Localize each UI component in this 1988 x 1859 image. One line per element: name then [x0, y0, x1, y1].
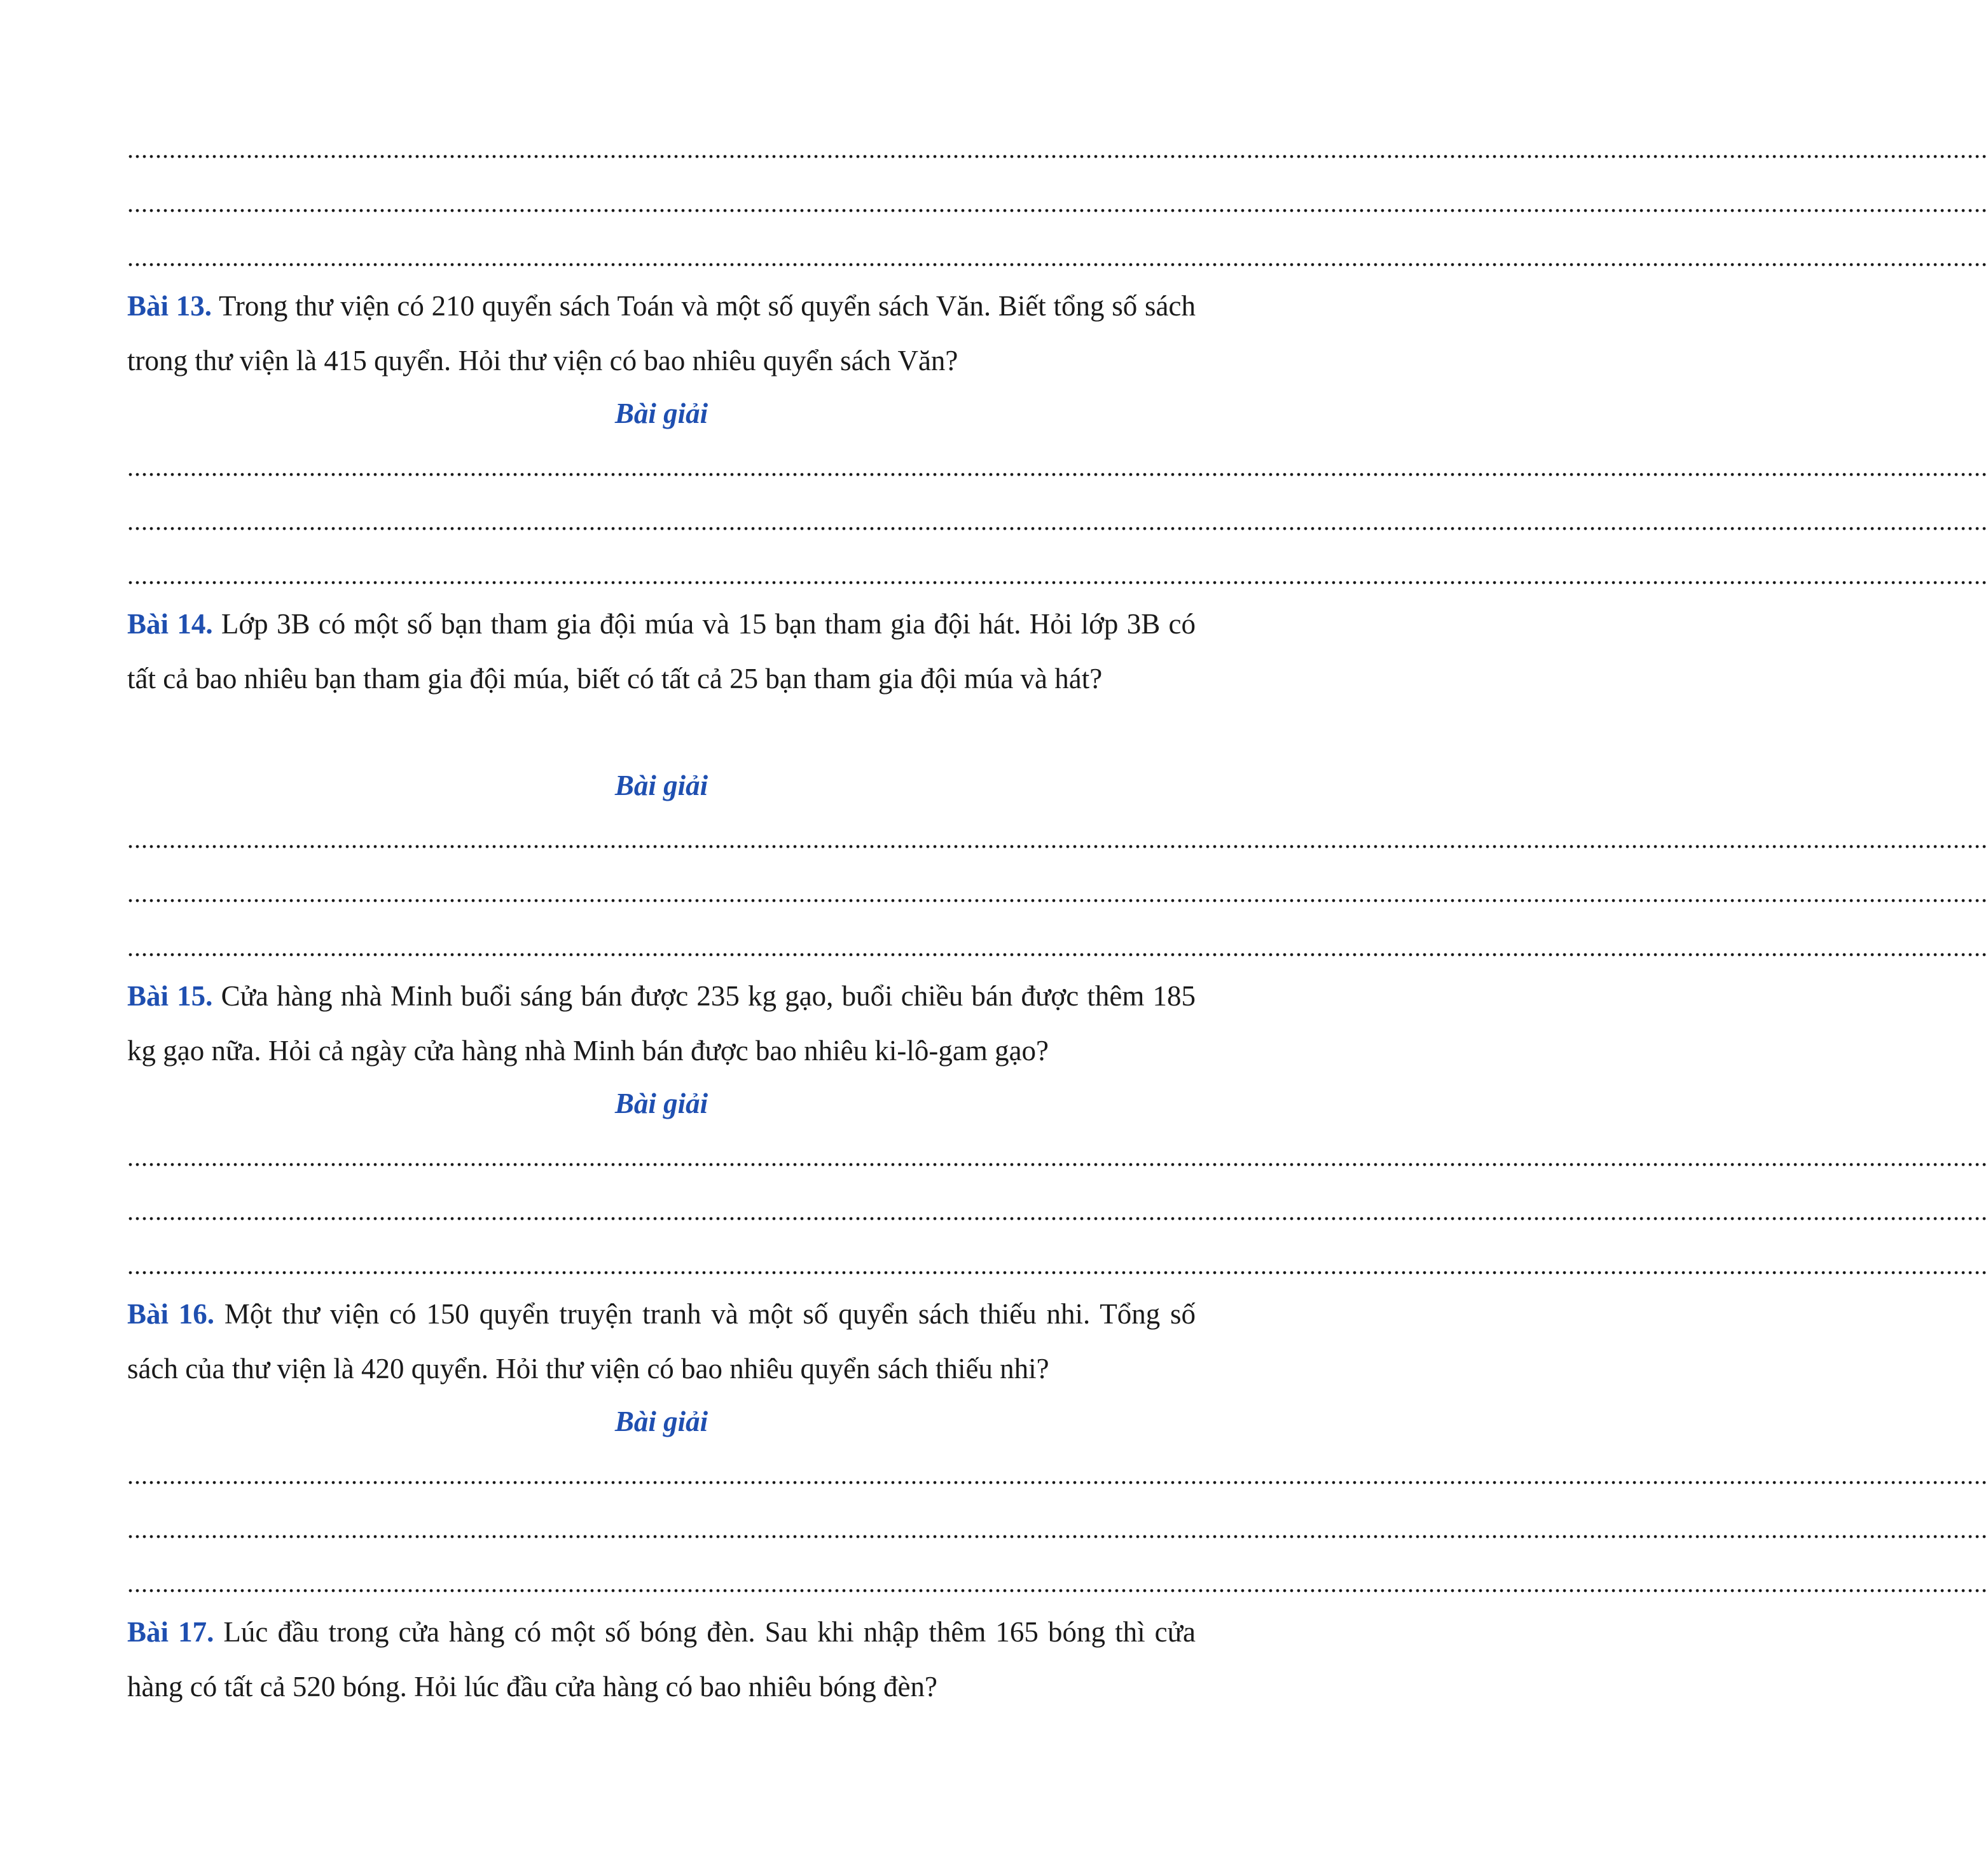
answer-line: .......................................................................................................................................................................................................................................................................... [127, 507, 1988, 536]
worksheet-page [127, 0, 1988, 1859]
answer-line: .......................................................................................................................................................................................................................................................................... [127, 933, 1988, 962]
problem-label: Bài 13. [127, 290, 212, 322]
problem-text: Cửa hàng nhà Minh buổi sáng bán được 235 kg gạo, buổi chiều bán được thêm 185 kg gạo nữa. Hỏi cả ngày cửa hàng nhà Minh bán được bao nhiêu ki-lô-gam gạo? [127, 980, 1196, 1067]
problem-text: Lớp 3B có một số bạn tham gia đội múa và 15 bạn tham gia đội hát. Hỏi lớp 3B có tất cả bao nhiêu bạn tham gia đội múa, biết có tất cả 25 bạn tham gia đội múa và hát? [127, 608, 1196, 695]
solution-heading: Bài giải [614, 1406, 708, 1437]
solution-heading: Bài giải [614, 1088, 708, 1119]
answer-line: .......................................................................................................................................................................................................................................................................... [127, 1251, 1988, 1280]
solution-heading: Bài giải [614, 770, 708, 801]
problem-14 [127, 597, 1196, 706]
answer-line: .......................................................................................................................................................................................................................................................................... [127, 1197, 1988, 1226]
solution-heading: Bài giải [614, 397, 708, 429]
problem-label: Bài 15. [127, 980, 213, 1012]
answer-line: .......................................................................................................................................................................................................................................................................... [127, 561, 1988, 590]
answer-line: .......................................................................................................................................................................................................................................................................... [127, 135, 1988, 163]
problem-16 [127, 1287, 1196, 1396]
answer-line: .......................................................................................................................................................................................................................................................................... [127, 1143, 1988, 1171]
answer-line: .......................................................................................................................................................................................................................................................................... [127, 879, 1988, 908]
answer-line: .......................................................................................................................................................................................................................................................................... [127, 189, 1988, 218]
answer-line: .......................................................................................................................................................................................................................................................................... [127, 243, 1988, 272]
problem-label: Bài 17. [127, 1616, 214, 1648]
problem-text: Một thư viện có 150 quyển truyện tranh và một số quyển sách thiếu nhi. Tổng số sách của thư viện là 420 quyển. Hỏi thư viện có bao nhiêu quyển sách thiếu nhi? [127, 1298, 1196, 1385]
problem-17 [127, 1605, 1196, 1714]
answer-line: .......................................................................................................................................................................................................................................................................... [127, 1515, 1988, 1544]
problem-text: Lúc đầu trong cửa hàng có một số bóng đèn. Sau khi nhập thêm 165 bóng thì cửa hàng có tất cả 520 bóng. Hỏi lúc đầu cửa hàng có bao nhiêu bóng đèn? [127, 1616, 1196, 1703]
answer-line: .......................................................................................................................................................................................................................................................................... [127, 453, 1988, 481]
answer-line: .......................................................................................................................................................................................................................................................................... [127, 825, 1988, 853]
problem-13 [127, 279, 1196, 388]
problem-15 [127, 969, 1196, 1078]
answer-line: .......................................................................................................................................................................................................................................................................... [127, 1461, 1988, 1489]
problem-label: Bài 16. [127, 1298, 215, 1330]
answer-line: .......................................................................................................................................................................................................................................................................... [127, 1569, 1988, 1598]
problem-label: Bài 14. [127, 608, 213, 640]
problem-text: Trong thư viện có 210 quyển sách Toán và một số quyển sách Văn. Biết tổng số sách trong thư viện là 415 quyển. Hỏi thư viện có bao nhiêu quyển sách Văn? [127, 290, 1196, 377]
